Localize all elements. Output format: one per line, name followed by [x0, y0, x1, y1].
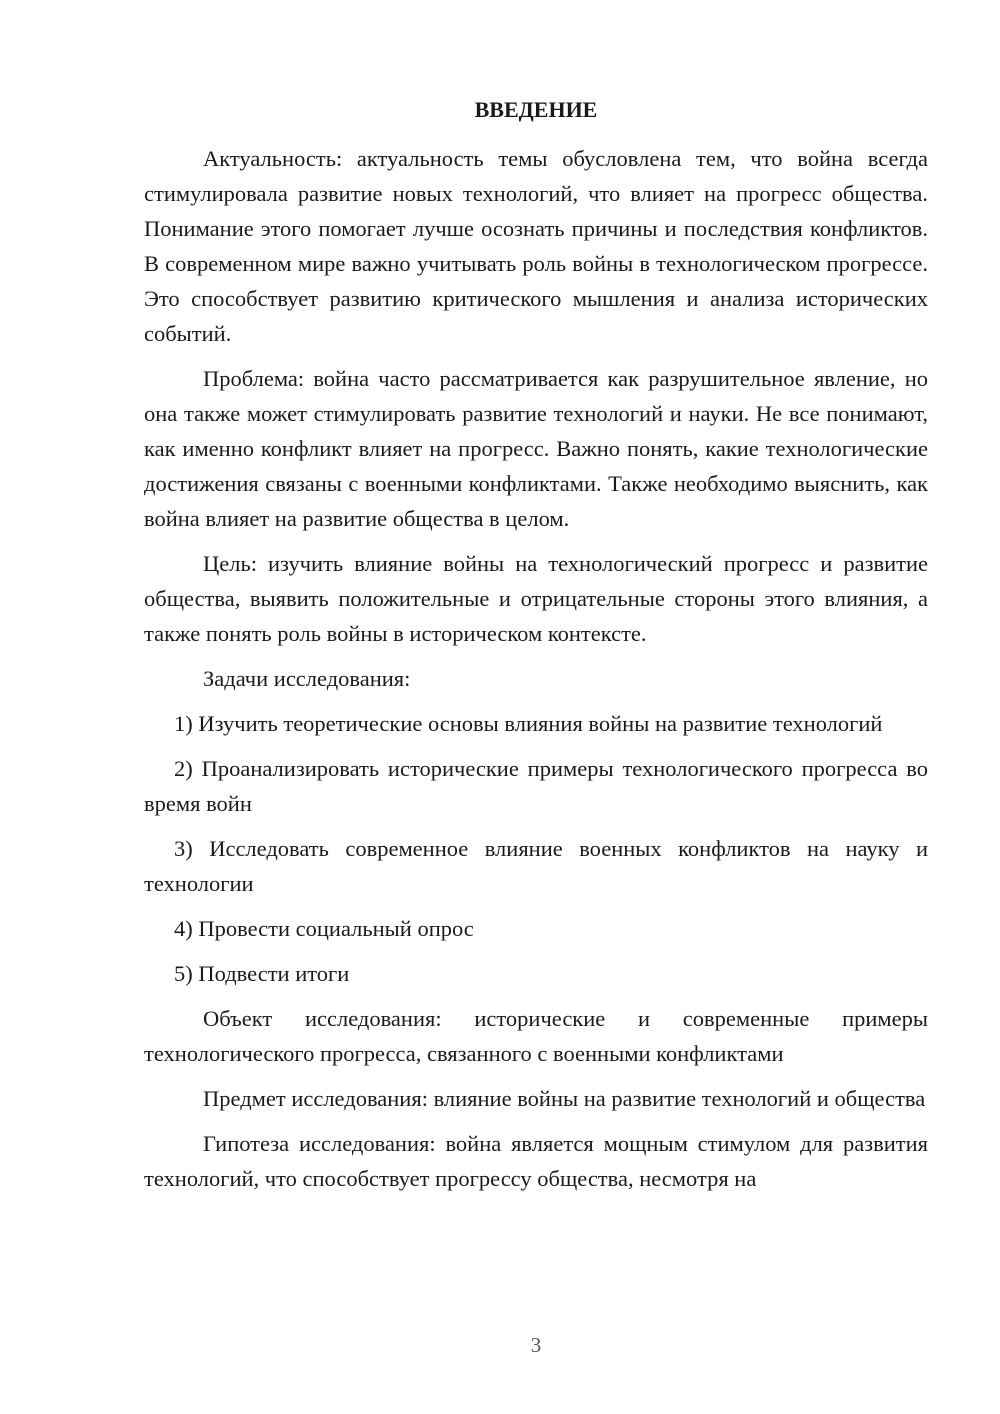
hypothesis-paragraph: Гипотеза исследования: война является мощным стимулом для развития технологий, что способствует прогрессу общества, несмотря на	[144, 1131, 928, 1191]
subject-paragraph: Предмет исследования: влияние войны на развитие технологий и общества	[203, 1086, 926, 1111]
task-list-item: 5) Подвести итоги	[174, 961, 350, 986]
object-paragraph: Объект исследования: исторические и современные примеры технологического прогресса, связанного с военными конфликтами	[144, 1006, 928, 1066]
problem-paragraph: Проблема: война часто рассматривается как разрушительное явление, но она также может стимулировать развитие технологий и науки. Не все понимают, как именно конфликт влияет на прогресс. Важно понять, какие технологические достижения связаны с военными конфликтами. Также необходимо выяснить, как война влияет на развитие общества в целом.	[144, 366, 928, 531]
document-body	[144, 141, 928, 1206]
page-title: ВВЕДЕНИЕ	[474, 97, 598, 122]
task-list-item: 3) Исследовать современное влияние военных конфликтов на науку и технологии	[144, 836, 928, 896]
page-number: 3	[530, 1333, 542, 1357]
tasks-heading: Задачи исследования:	[203, 666, 411, 691]
relevance-paragraph: Актуальность: актуальность темы обусловлена тем, что война всегда стимулировала развитие новых технологий, что влияет на прогресс общества. Понимание этого помогает лучше осознать причины и последствия конфликтов. В современном мире важно учитывать роль войны в технологическом прогрессе. Это способствует развитию критического мышления и анализа исторических событий.	[144, 146, 928, 346]
task-list-item: 4) Провести социальный опрос	[174, 916, 474, 941]
task-list-item: 2) Проанализировать исторические примеры технологического прогресса во время войн	[144, 756, 928, 816]
task-list-item: 1) Изучить теоретические основы влияния войны на развитие технологий	[174, 711, 883, 736]
goal-paragraph: Цель: изучить влияние войны на технологический прогресс и развитие общества, выявить положительные и отрицательные стороны этого влияния, а также понять роль войны в историческом контексте.	[144, 551, 928, 646]
